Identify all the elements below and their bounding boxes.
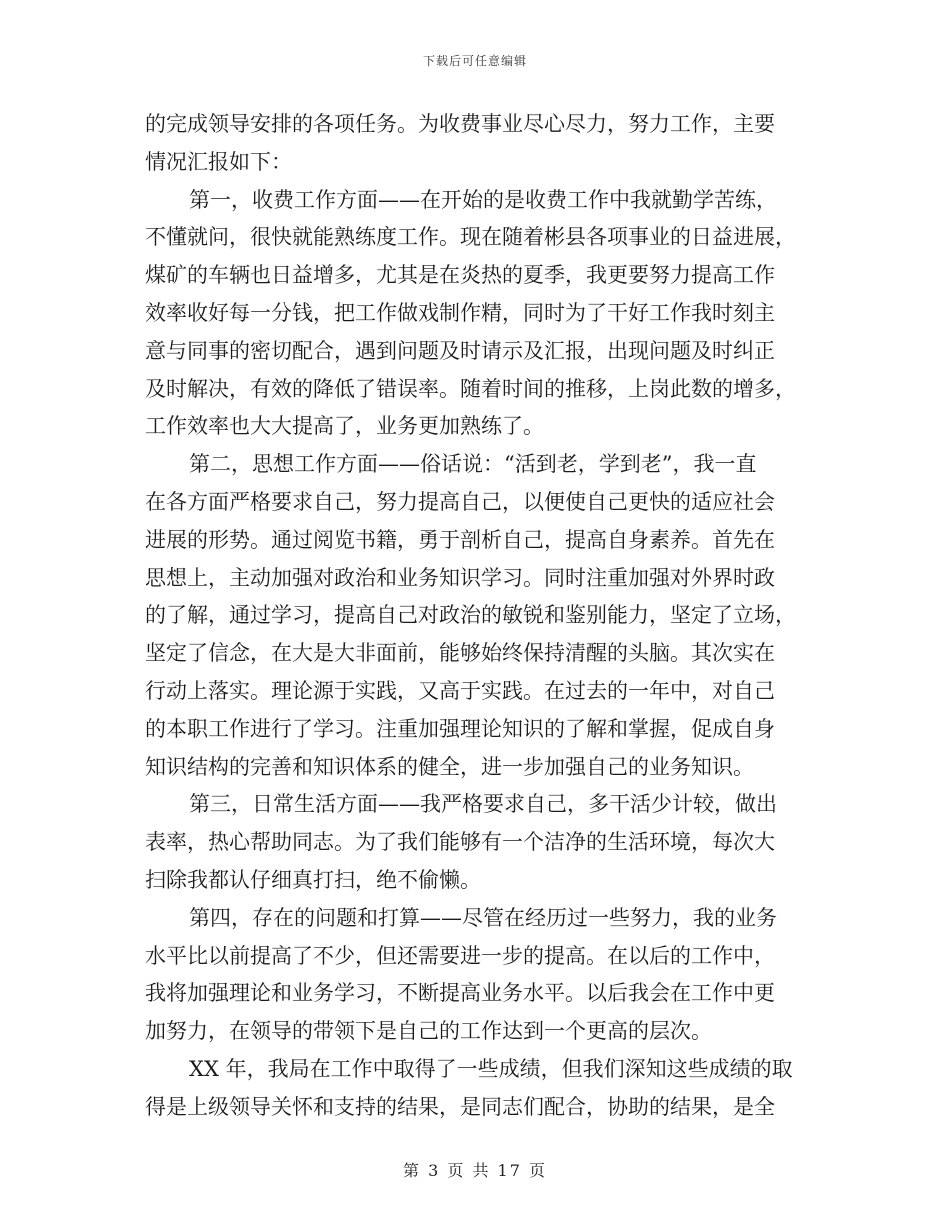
text-line: 水平比以前提高了不少，但还需要进一步的提高。在以后的工作中，	[145, 943, 775, 968]
text-line: 的完成领导安排的各项任务。为收费事业尽心尽力，努力工作，主要	[145, 112, 775, 136]
text-line: 进展的形势。通过阅览书籍，勇于剖析自己，提高自身素养。首先在	[145, 527, 775, 552]
text-line: 表率，热心帮助同志。为了我们能够有一个洁净的生活环境，每次大	[145, 830, 775, 855]
text-line: 行动上落实。理论源于实践，又高于实践。在过去的一年中，对自己	[145, 678, 775, 703]
text-line: 我将加强理论和业务学习，不断提高业务水平。以后我会在工作中更	[145, 981, 775, 1006]
text-line: 扫除我都认仔细真打扫，绝不偷懒。	[145, 867, 481, 892]
text-line: 得是上级领导关怀和支持的结果，是同志们配合，协助的结果，是全	[145, 1094, 775, 1119]
text-line: 不懂就问，很快就能熟练度工作。现在随着彬县各项事业的日益进展，	[145, 225, 796, 250]
text-line: 效率收好每一分钱，把工作做戏制作精，同时为了干好工作我时刻主	[145, 300, 775, 325]
text-line: 及时解决，有效的降低了错误率。随着时间的推移，上岗此数的增多，	[145, 376, 796, 401]
text-line: 的本职工作进行了学习。注重加强理论知识的了解和掌握，促成自身	[145, 716, 775, 741]
text-line: 知识结构的完善和知识体系的健全，进一步加强自己的业务知识。	[145, 754, 754, 779]
text-line: 加努力，在领导的带领下是自己的工作达到一个更高的层次。	[145, 1019, 712, 1044]
text-line: 第二，思想工作方面——俗话说：“活到老，学到老”，我一直	[189, 452, 757, 477]
text-line: 第四，存在的问题和打算——尽管在经历过一些努力，我的业务	[189, 905, 777, 930]
text-line: XX 年，我局在工作中取得了一些成绩，但我们深知这些成绩的取	[189, 1056, 793, 1081]
text-line: 第三，日常生活方面——我严格要求自己，多干活少计较，做出	[189, 792, 777, 817]
text-line: 的了解，通过学习，提高自己对政治的敏锐和鉴别能力，坚定了立场，	[145, 603, 796, 628]
text-line: 工作效率也大大提高了，业务更加熟练了。	[145, 414, 544, 439]
text-line: 第一，收费工作方面——在开始的是收费工作中我就勤学苦练，	[189, 187, 777, 212]
document-body	[145, 106, 810, 1127]
text-line: 意与同事的密切配合，遇到问题及时请示及汇报，出现问题及时纠正	[145, 338, 775, 363]
text-line: 煤矿的车辆也日益增多，尤其是在炎热的夏季，我更要努力提高工作	[145, 263, 775, 288]
page-header: 下载后可任意编辑	[422, 54, 527, 68]
text-line: 坚定了信念，在大是大非面前，能够始终保持清醒的头脑。其次实在	[145, 641, 775, 666]
text-line: 思想上，主动加强对政治和业务知识学习。同时注重加强对外界时政	[145, 565, 775, 590]
text-line: 情况汇报如下：	[145, 149, 292, 174]
text-line: 在各方面严格要求自己，努力提高自己，以便使自己更快的适应社会	[145, 489, 775, 514]
page-number: 第 3 页 共 17 页	[403, 1161, 547, 1180]
